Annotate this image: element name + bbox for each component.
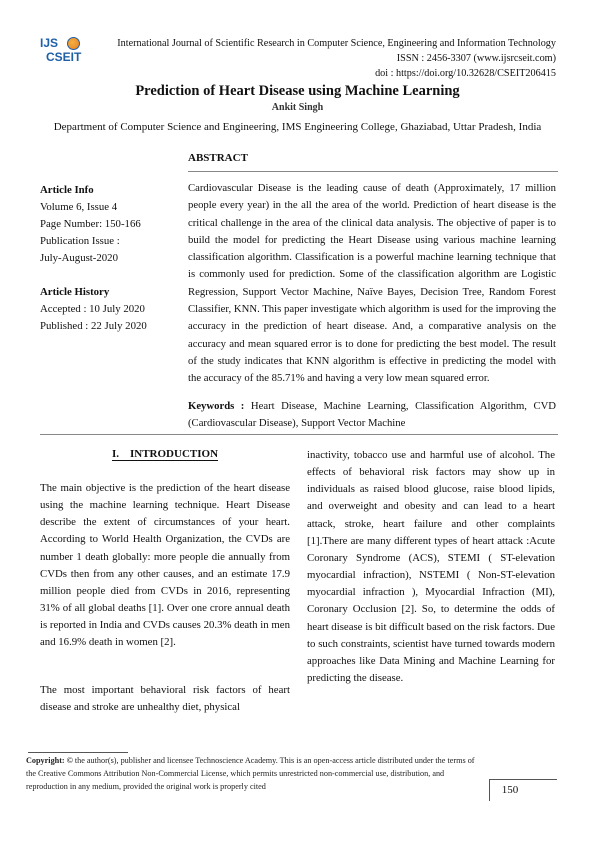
intro-paragraph-2: The most important behavioral risk factors of heart disease and stroke are unhealthy diet, physical [40, 684, 290, 714]
affiliation: Department of Computer Science and Engineering, IMS Engineering College, Ghaziabad, Uttar Pradesh, India [53, 121, 542, 133]
publication-issue-label: Publication Issue : [40, 235, 120, 247]
section-heading-introduction [40, 448, 290, 460]
logo-text-bottom: CSEIT [46, 50, 82, 64]
copyright-text: the author(s), publisher and licensee Technoscience Academy. This is an open-access article distributed under the terms of the Creative Commons Attribution Non-Commercial License, which permits unrestricted non-commercial use, distribution, and reproduction in any medium, provided the original work is properly cited [26, 756, 475, 791]
article-page-number: Page Number: 150-166 [40, 218, 141, 230]
article-info-heading: Article Info [40, 184, 94, 196]
publication-issue-date: July-August-2020 [40, 252, 118, 264]
intro-paragraph-1: The main objective is the prediction of the heart disease using the machine learning technique. Heart Disease describe the extent of circumstances of your heart. According to World Health Organization, the CVDs are number 1 death globally: more people die annually from CVDs then from any other causes, and an estimate 17.9 million people died from CVDs in 2016, representing 31% of all global deaths [1]. Over one crore annual death is reported in India and CVDs causes 20.3% death in men and 16.9% death in women [2]. [40, 482, 290, 649]
intro-paragraph-3: inactivity, tobacco use and harmful use of alcohol. The effects of behavioral risk factors may show up in individuals as raised blood glucose, raise blood lipids, and overweight and obesity and can lead to a heart attack, stroke, heart failure and other complaints [1].There are many different types of heart attack :Acute Coronary Syndrome (ACS), STEMI ( ST-elevation myocardial infraction), NSTEMI ( Non-ST-elevation myocardial infraction ), Myocardial Infraction (MI), Coronary Occlusion [2]. So, to determine the odds of heart disease is bit difficult based on the risk factors. Due to such constraints, scientist have turned towards modern approaches like Data Mining and Machine Learning for predicting the disease. [307, 449, 555, 685]
article-volume: Volume 6, Issue 4 [40, 201, 118, 213]
doi-line[interactable]: doi : https://doi.org/10.32628/CSEIT206415 [375, 68, 556, 79]
paper-title: Prediction of Heart Disease using Machine Learning [135, 83, 460, 99]
copyright-label: Copyright: © [26, 756, 73, 765]
section-divider [40, 434, 558, 435]
logo-text-top: IJS [40, 36, 59, 50]
article-history-heading: Article History [40, 286, 110, 298]
journal-name: International Journal of Scientific Research in Computer Science, Engineering and Information Technology [117, 38, 556, 49]
issn-line: ISSN : 2456-3307 (www.ijsrcseit.com) [396, 53, 556, 64]
copyright-notice [26, 755, 476, 793]
introduction-heading: I. INTRODUCTION [111, 448, 219, 460]
abstract-text: Cardiovascular Disease is the leading cause of death (Approximately, 17 million people every year) in the all the area of the world. Prediction of heart disease is the critical challenge in the area of the clinical data analysis. The objective of paper is to build the model for predicting the Heart Disease using various machine learning classification algorithm. Classification is a powerful machine learning technique that is commonly used for prediction. Some of the classification algorithm are Logistic Regression, Support Vector Machine, Naïve Bayes, Decision Tree, Random Forest Classifier, KNN. This paper investigate which algorithm is used for the improving the accuracy in the prediction of heart disease. And, a comparative analysis on the accuracy and mean squared error is to done for predicting the best model. The result of the study indicates that KNN algorithm is effective in predicting the model with the accuracy of the 85.71% and having a very low mean squared error. [188, 182, 556, 385]
abstract-heading: ABSTRACT [188, 152, 248, 164]
keywords-text: Heart Disease, Machine Learning, Classification Algorithm, CVD (Cardiovascular Disease), Support Vector Machine [188, 400, 557, 430]
author-name: Ankit Singh [271, 102, 324, 113]
abstract-rule [188, 171, 558, 172]
journal-logo [40, 36, 86, 66]
footer-rule [28, 752, 128, 753]
keywords-label: Keywords : [188, 400, 245, 412]
globe-icon [67, 37, 80, 50]
published-date: Published : 22 July 2020 [40, 320, 147, 332]
page-number: 150 [489, 779, 530, 801]
keywords-block [188, 398, 556, 433]
accepted-date: Accepted : 10 July 2020 [40, 303, 145, 315]
